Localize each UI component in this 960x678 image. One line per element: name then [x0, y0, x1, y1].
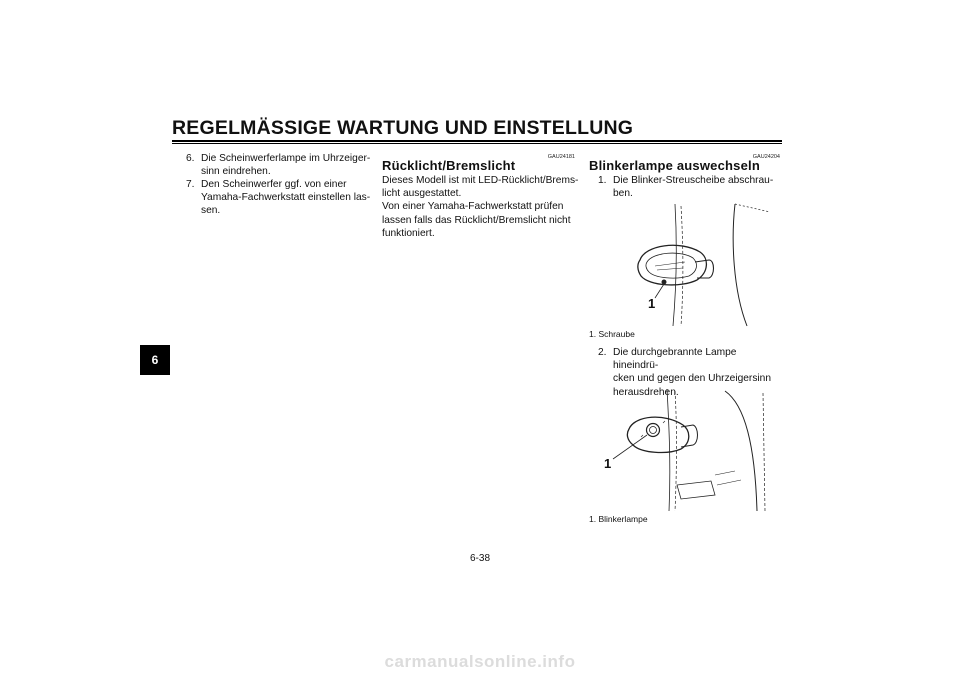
title-rule-thin: [172, 143, 782, 144]
step-number: 2.: [598, 347, 607, 358]
step-text: [201, 178, 370, 218]
step-number: 1.: [598, 175, 607, 186]
step-line: cken und gegen den Uhrzeigersinn: [613, 373, 772, 385]
body-line: Dieses Modell ist mit LED-Rücklicht/Brems-: [382, 175, 579, 186]
step-line: Die Blinker-Streuscheibe abschrau-: [613, 175, 774, 186]
step-line: herausdrehen.: [613, 386, 679, 398]
body-line: lassen falls das Rücklicht/Bremslicht nicht: [382, 214, 571, 226]
chapter-tab: 6: [140, 345, 170, 375]
section-code: GAU24181: [547, 154, 575, 160]
section-code: GAU24204: [752, 154, 780, 160]
body-line: Von einer Yamaha-Fachwerkstatt prüfen: [382, 201, 564, 213]
step-text: [201, 152, 370, 178]
step-line: Yamaha-Fachwerkstatt einstellen las-: [201, 192, 371, 204]
step-line: Die durchgebrannte Lampe hineindrü-: [613, 347, 737, 372]
step-text: [613, 174, 773, 200]
step-7: [186, 178, 376, 220]
section-body: [382, 174, 582, 240]
step-line: Den Scheinwerfer ggf. von einer: [201, 179, 347, 190]
step-2: [598, 346, 783, 398]
section-heading: Rücklicht/Bremslicht: [382, 158, 516, 173]
section-heading: Blinkerlampe auswechseln: [589, 158, 760, 173]
figure-caption: 1. Schraube: [589, 329, 635, 339]
page-title: REGELMÄSSIGE WARTUNG UND EINSTELLUNG: [172, 117, 634, 139]
figure-caption: 1. Blinkerlampe: [589, 514, 648, 524]
step-line: Die Scheinwerferlampe im Uhrzeiger-: [201, 153, 371, 164]
step-line: ben.: [613, 188, 633, 200]
title-rule: [172, 140, 782, 142]
figure-callout: 1: [648, 296, 656, 311]
step-number: 6.: [186, 153, 195, 164]
step-line: sinn eindrehen.: [201, 166, 271, 178]
turn-signal-lens-illustration: [585, 200, 785, 328]
figure-callout: 1: [604, 456, 612, 471]
step-line: sen.: [201, 205, 221, 217]
page-number: 6-38: [469, 553, 490, 564]
step-number: 7.: [186, 179, 195, 190]
watermark: carmanualsonline.info: [384, 652, 576, 671]
body-line: funktioniert.: [382, 227, 435, 239]
body-line: licht ausgestattet.: [382, 188, 462, 200]
turn-signal-bulb-illustration: [585, 385, 785, 513]
